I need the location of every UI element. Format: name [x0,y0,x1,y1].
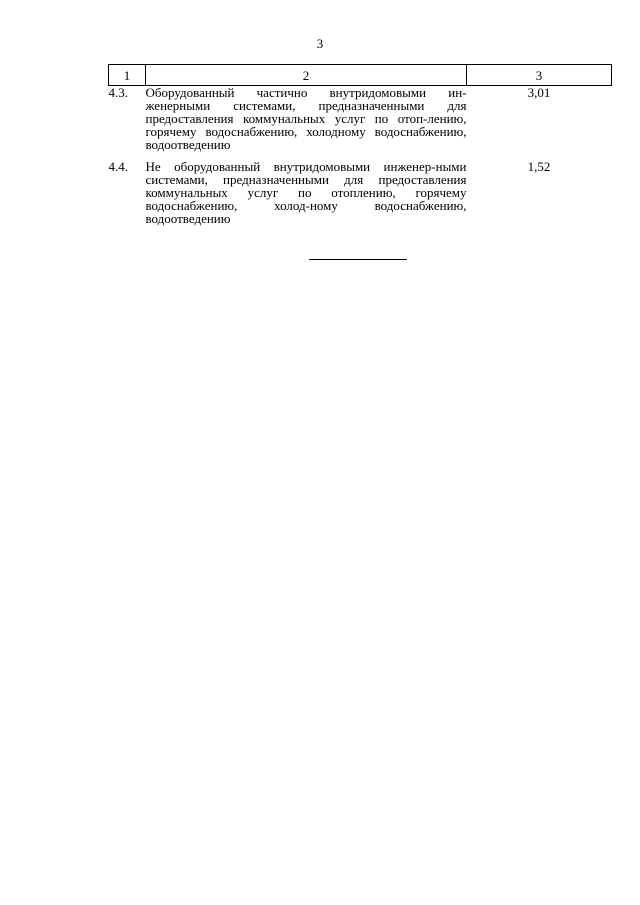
column-header-3: 3 [467,65,612,86]
row-description: Не оборудованный внутридомовыми инженер-ными системами, предназначенными для предоставления коммунальных услуг по отоплению, горячему водоснабжению, холод-ному водоснабжению, водоотведению [145,159,467,226]
row-number: 4.3. [108,85,128,100]
column-header-2: 2 [146,65,467,86]
row-description: Оборудованный частично внутридомовыми ин-женерными системами, предназначенными для предоставления коммунальных услуг по отоп-лению, горячему водоснабжению, холодному водоснабжению, водоотведению [145,85,467,152]
table-header-row [109,65,612,86]
page-number: 3 [316,36,324,51]
table-row [109,86,612,152]
tariff-table [108,64,612,225]
end-of-document-rule [309,259,407,260]
column-header-1: 1 [109,65,146,86]
table-row [109,151,612,225]
row-number: 4.4. [108,159,128,174]
row-value: 3,01 [527,85,551,100]
row-value: 1,52 [527,159,551,174]
